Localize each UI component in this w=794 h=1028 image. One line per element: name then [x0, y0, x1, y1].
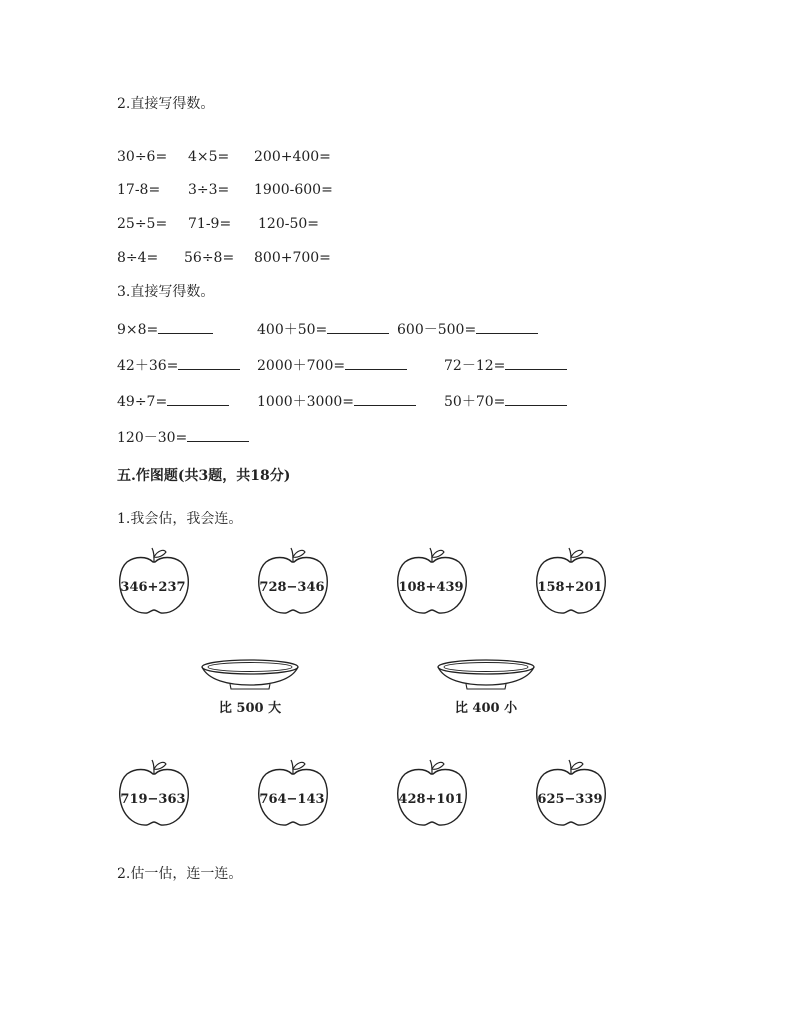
q2-r2-c3: 1900-600= [254, 182, 333, 198]
q2-r3-c1: 25÷5= [117, 216, 168, 232]
apple-bottom-2[interactable] [256, 758, 332, 830]
q3-title: 3.直接写得数。 [117, 284, 215, 300]
answer-blank[interactable] [354, 391, 416, 406]
answer-blank[interactable] [167, 391, 229, 406]
apple-top-3[interactable] [395, 546, 471, 618]
apple-expression: 346+237 [120, 580, 186, 595]
answer-blank[interactable] [505, 355, 567, 370]
apple-top-4[interactable] [534, 546, 610, 618]
q3-item-5: 2000＋700= [257, 355, 407, 375]
q3-item-10: 120－30= [117, 427, 249, 447]
answer-blank[interactable] [158, 319, 213, 334]
apple-top-2[interactable] [256, 546, 332, 618]
apple-bottom-1[interactable] [117, 758, 193, 830]
apple-expression: 719−363 [120, 792, 186, 807]
apple-expression: 728−346 [259, 580, 325, 595]
q3-item-4: 42＋36= [117, 355, 240, 375]
q3-item-6: 72－12= [444, 355, 567, 375]
apple-expression: 108+439 [398, 580, 464, 595]
section-title: 五.作图题(共3题，共18分) [117, 468, 291, 484]
q5-2-title: 2.估一估，连一连。 [117, 866, 243, 882]
q3-item-2: 400＋50= [257, 319, 389, 339]
apple-bottom-3[interactable] [395, 758, 471, 830]
apple-expression: 764−143 [259, 792, 325, 807]
q2-r4-c1: 8÷4= [117, 250, 159, 266]
q2-r2-c1: 17-8= [117, 182, 161, 198]
answer-blank[interactable] [505, 391, 567, 406]
q3-item-9: 50＋70= [444, 391, 567, 411]
answer-blank[interactable] [327, 319, 389, 334]
q2-r4-c2: 56÷8= [184, 250, 235, 266]
q3-item-3: 600－500= [397, 319, 538, 339]
plate-left-label: 比 500 大 [218, 701, 282, 716]
apple-expression: 428+101 [398, 792, 464, 807]
q2-r3-c2: 71-9= [188, 216, 232, 232]
apple-bottom-4[interactable] [534, 758, 610, 830]
plate-icon [436, 658, 536, 692]
plate-right-label: 比 400 小 [454, 701, 518, 716]
q2-r1-c1: 30÷6= [117, 149, 168, 165]
plate-icon [200, 658, 300, 692]
q3-item-1: 9×8= [117, 319, 213, 339]
q3-item-7: 49÷7= [117, 391, 229, 411]
q2-title: 2.直接写得数。 [117, 96, 215, 112]
plate-right[interactable] [436, 658, 536, 696]
answer-blank[interactable] [345, 355, 407, 370]
plate-left[interactable] [200, 658, 300, 696]
q3-item-8: 1000＋3000= [257, 391, 416, 411]
answer-blank[interactable] [187, 427, 249, 442]
answer-blank[interactable] [476, 319, 538, 334]
q5-1-title: 1.我会估，我会连。 [117, 511, 243, 527]
apple-top-1[interactable] [117, 546, 193, 618]
q2-r1-c3: 200+400= [254, 149, 331, 165]
apple-expression: 158+201 [537, 580, 603, 595]
q2-r2-c2: 3÷3= [188, 182, 230, 198]
answer-blank[interactable] [178, 355, 240, 370]
q2-r3-c3: 120-50= [258, 216, 319, 232]
q2-r1-c2: 4×5= [188, 149, 230, 165]
apple-expression: 625−339 [537, 792, 603, 807]
q2-r4-c3: 800+700= [254, 250, 331, 266]
